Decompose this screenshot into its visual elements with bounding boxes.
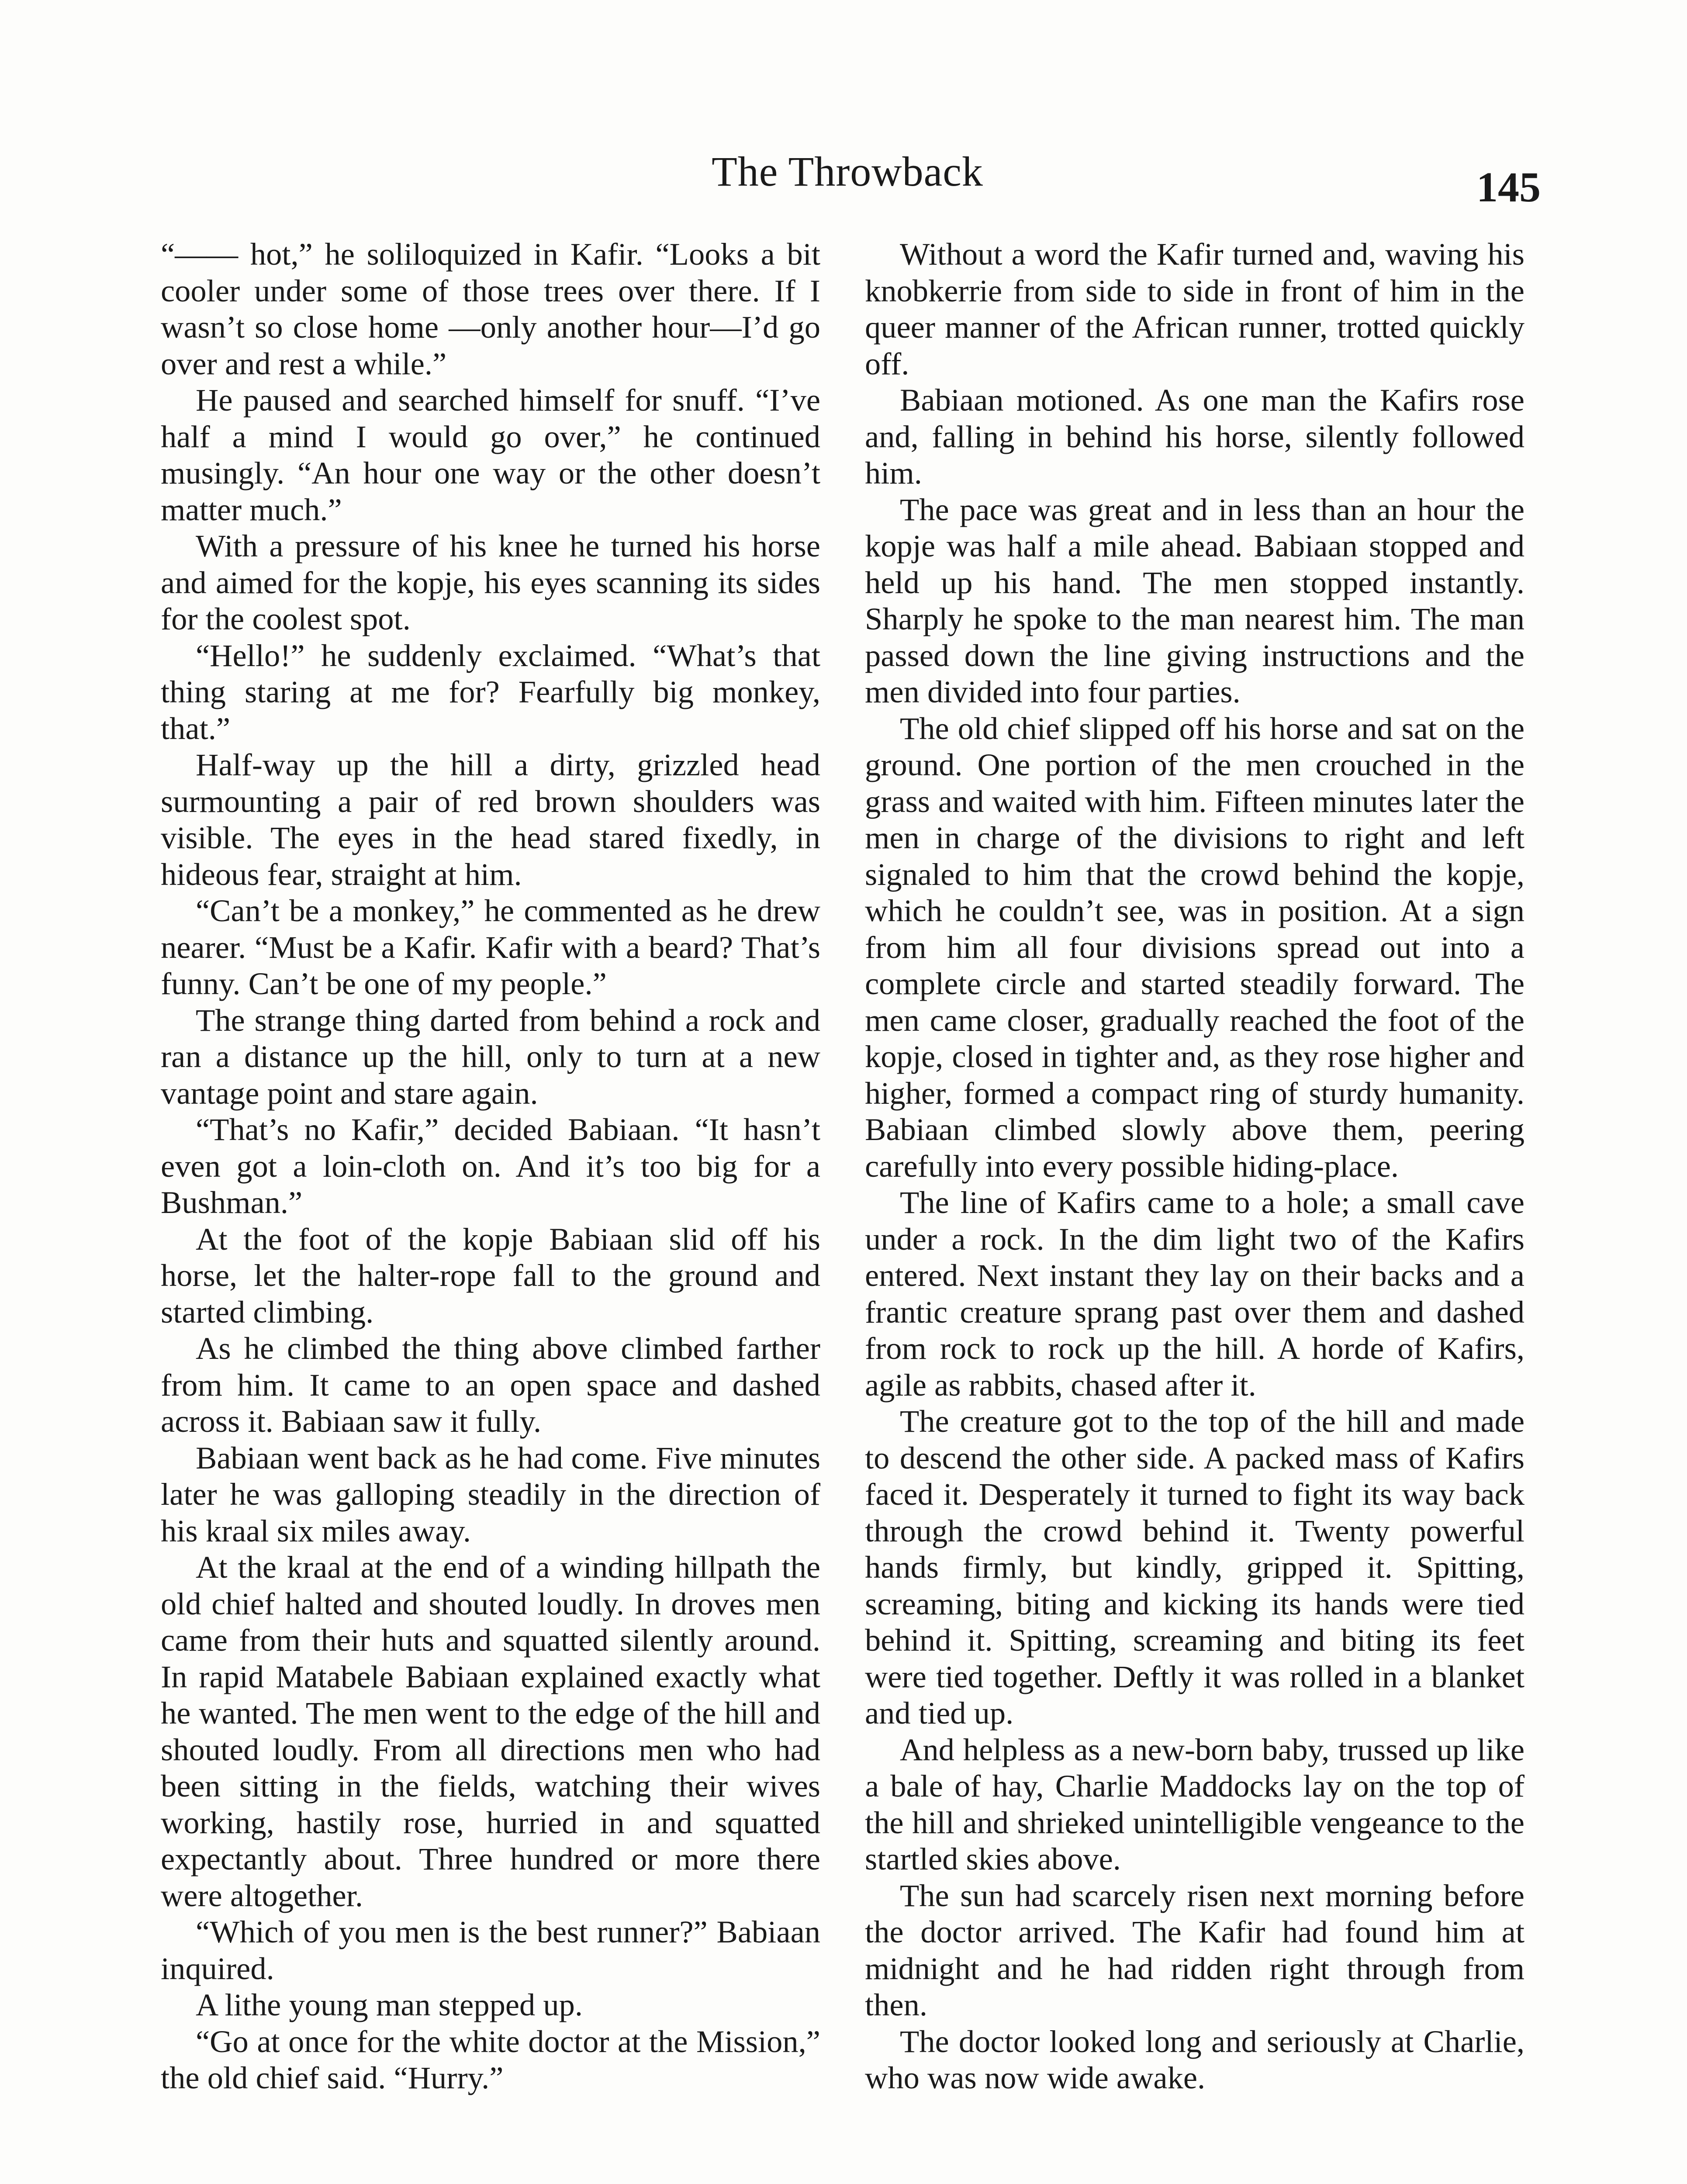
paragraph: The strange thing darted from behind a rock and ran a distance up the hill, only to turn at a new vantage point and stare again. <box>161 1002 820 1111</box>
paragraph: The old chief slipped off his horse and sat on the ground. One portion of the men crouched in the grass and waited with him. Fifteen minutes later the men in charge of the divisions to right and left signaled to him that the crowd behind the kopje, which he couldn’t see, was in position. At a sign from him all four divisions spread out into a complete circle and started steadily forward. The men came closer, gradually reached the foot of the kopje, closed in tighter and, as they rose higher and higher, formed a compact ring of sturdy humanity. Babiaan climbed slowly above them, peering carefully into every possible hiding-place. <box>865 710 1525 1184</box>
paragraph: “Go at once for the white doctor at the Mission,” the old chief said. “Hurry.” <box>161 2023 820 2095</box>
running-head-title: The Throwback <box>712 148 983 195</box>
paragraph: And helpless as a new-born baby, trussed up like a bale of hay, Charlie Maddocks lay on the top of the hill and shrieked unintelligible vengeance to the startled skies above. <box>865 1731 1525 1876</box>
paragraph: The doctor looked long and seriously at Charlie, who was now wide awake. <box>865 2023 1525 2095</box>
paragraph: The pace was great and in less than an hour the kopje was half a mile ahead. Babiaan stopped and held up his hand. The men stopped instantly. Sharply he spoke to the man nearest him. The man passed down the line giving instructions and the men divided into four parties. <box>865 491 1525 709</box>
paragraph: He paused and searched himself for snuff. “I’ve half a mind I would go over,” he continued musingly. “An hour one way or the other doesn’t matter much.” <box>161 382 820 527</box>
paragraph: The sun had scarcely risen next morning before the doctor arrived. The Kafir had found him at midnight and he had ridden right through from then. <box>865 1877 1525 2022</box>
paragraph: At the foot of the kopje Babiaan slid off his horse, let the halter-rope fall to the ground and started climbing. <box>161 1221 820 1330</box>
paragraph: “Which of you men is the best runner?” Babiaan inquired. <box>161 1914 820 1986</box>
paragraph: The creature got to the top of the hill and made to descend the other side. A packed mass of Kafirs faced it. Desperately it turned to fight its way back through the crowd behind it. Twenty powerful hands firmly, but kindly, gripped it. Spitting, screaming, biting and kicking its hands were tied behind it. Spitting, screaming and biting its feet were tied together. Deftly it was rolled in a blanket and tied up. <box>865 1403 1525 1731</box>
paragraph: As he climbed the thing above climbed farther from him. It came to an open space and dashed across it. Babiaan saw it fully. <box>161 1330 820 1439</box>
paragraph: A lithe young man stepped up. <box>196 1987 583 2022</box>
paragraph: “Can’t be a monkey,” he commented as he drew nearer. “Must be a Kafir. Kafir with a beard? That’s funny. Can’t be one of my people.” <box>161 893 820 1001</box>
paragraph: Half-way up the hill a dirty, grizzled head surmounting a pair of red brown shoulders was visible. The eyes in the head stared fixedly, in hideous fear, straight at him. <box>161 747 820 892</box>
paragraph: Without a word the Kafir turned and, waving his knobkerrie from side to side in front of him in the queer manner of the African runner, trotted quickly off. <box>865 236 1525 381</box>
paragraph: “Hello!” he suddenly exclaimed. “What’s that thing staring at me for? Fearfully big monkey, that.” <box>161 637 820 746</box>
paragraph: With a pressure of his knee he turned his horse and aimed for the kopje, his eyes scanning its sides for the coolest spot. <box>161 528 820 636</box>
paragraph: At the kraal at the end of a winding hillpath the old chief halted and shouted loudly. In droves men came from their huts and squatted silently around. In rapid Matabele Babiaan explained exactly what he wanted. The men went to the edge of the hill and shouted loudly. From all directions men who had been sitting in the fields, watching their wives working, hastily rose, hurried in and squatted expectantly about. Three hundred or more there were altogether. <box>161 1549 820 1913</box>
paragraph: “That’s no Kafir,” decided Babiaan. “It hasn’t even got a loin-cloth on. And it’s too big for a Bushman.” <box>161 1112 820 1220</box>
paragraph: Babiaan motioned. As one man the Kafirs rose and, falling in behind his horse, silently followed him. <box>865 382 1525 491</box>
right-text-column <box>865 236 1525 2096</box>
left-text-column <box>161 236 820 2096</box>
paragraph: Babiaan went back as he had come. Five minutes later he was galloping steadily in the direction of his kraal six miles away. <box>161 1440 820 1548</box>
paragraph: “—— hot,” he soliloquized in Kafir. “Looks a bit cooler under some of those trees over there. If I wasn’t so close home —only another hour—I’d go over and rest a while.” <box>161 236 820 381</box>
page-number: 145 <box>1476 164 1541 211</box>
paragraph: The line of Kafirs came to a hole; a small cave under a rock. In the dim light two of the Kafirs entered. Next instant they lay on their backs and a frantic creature sprang past over them and dashed from rock to rock up the hill. A horde of Kafirs, agile as rabbits, chased after it. <box>865 1185 1525 1403</box>
